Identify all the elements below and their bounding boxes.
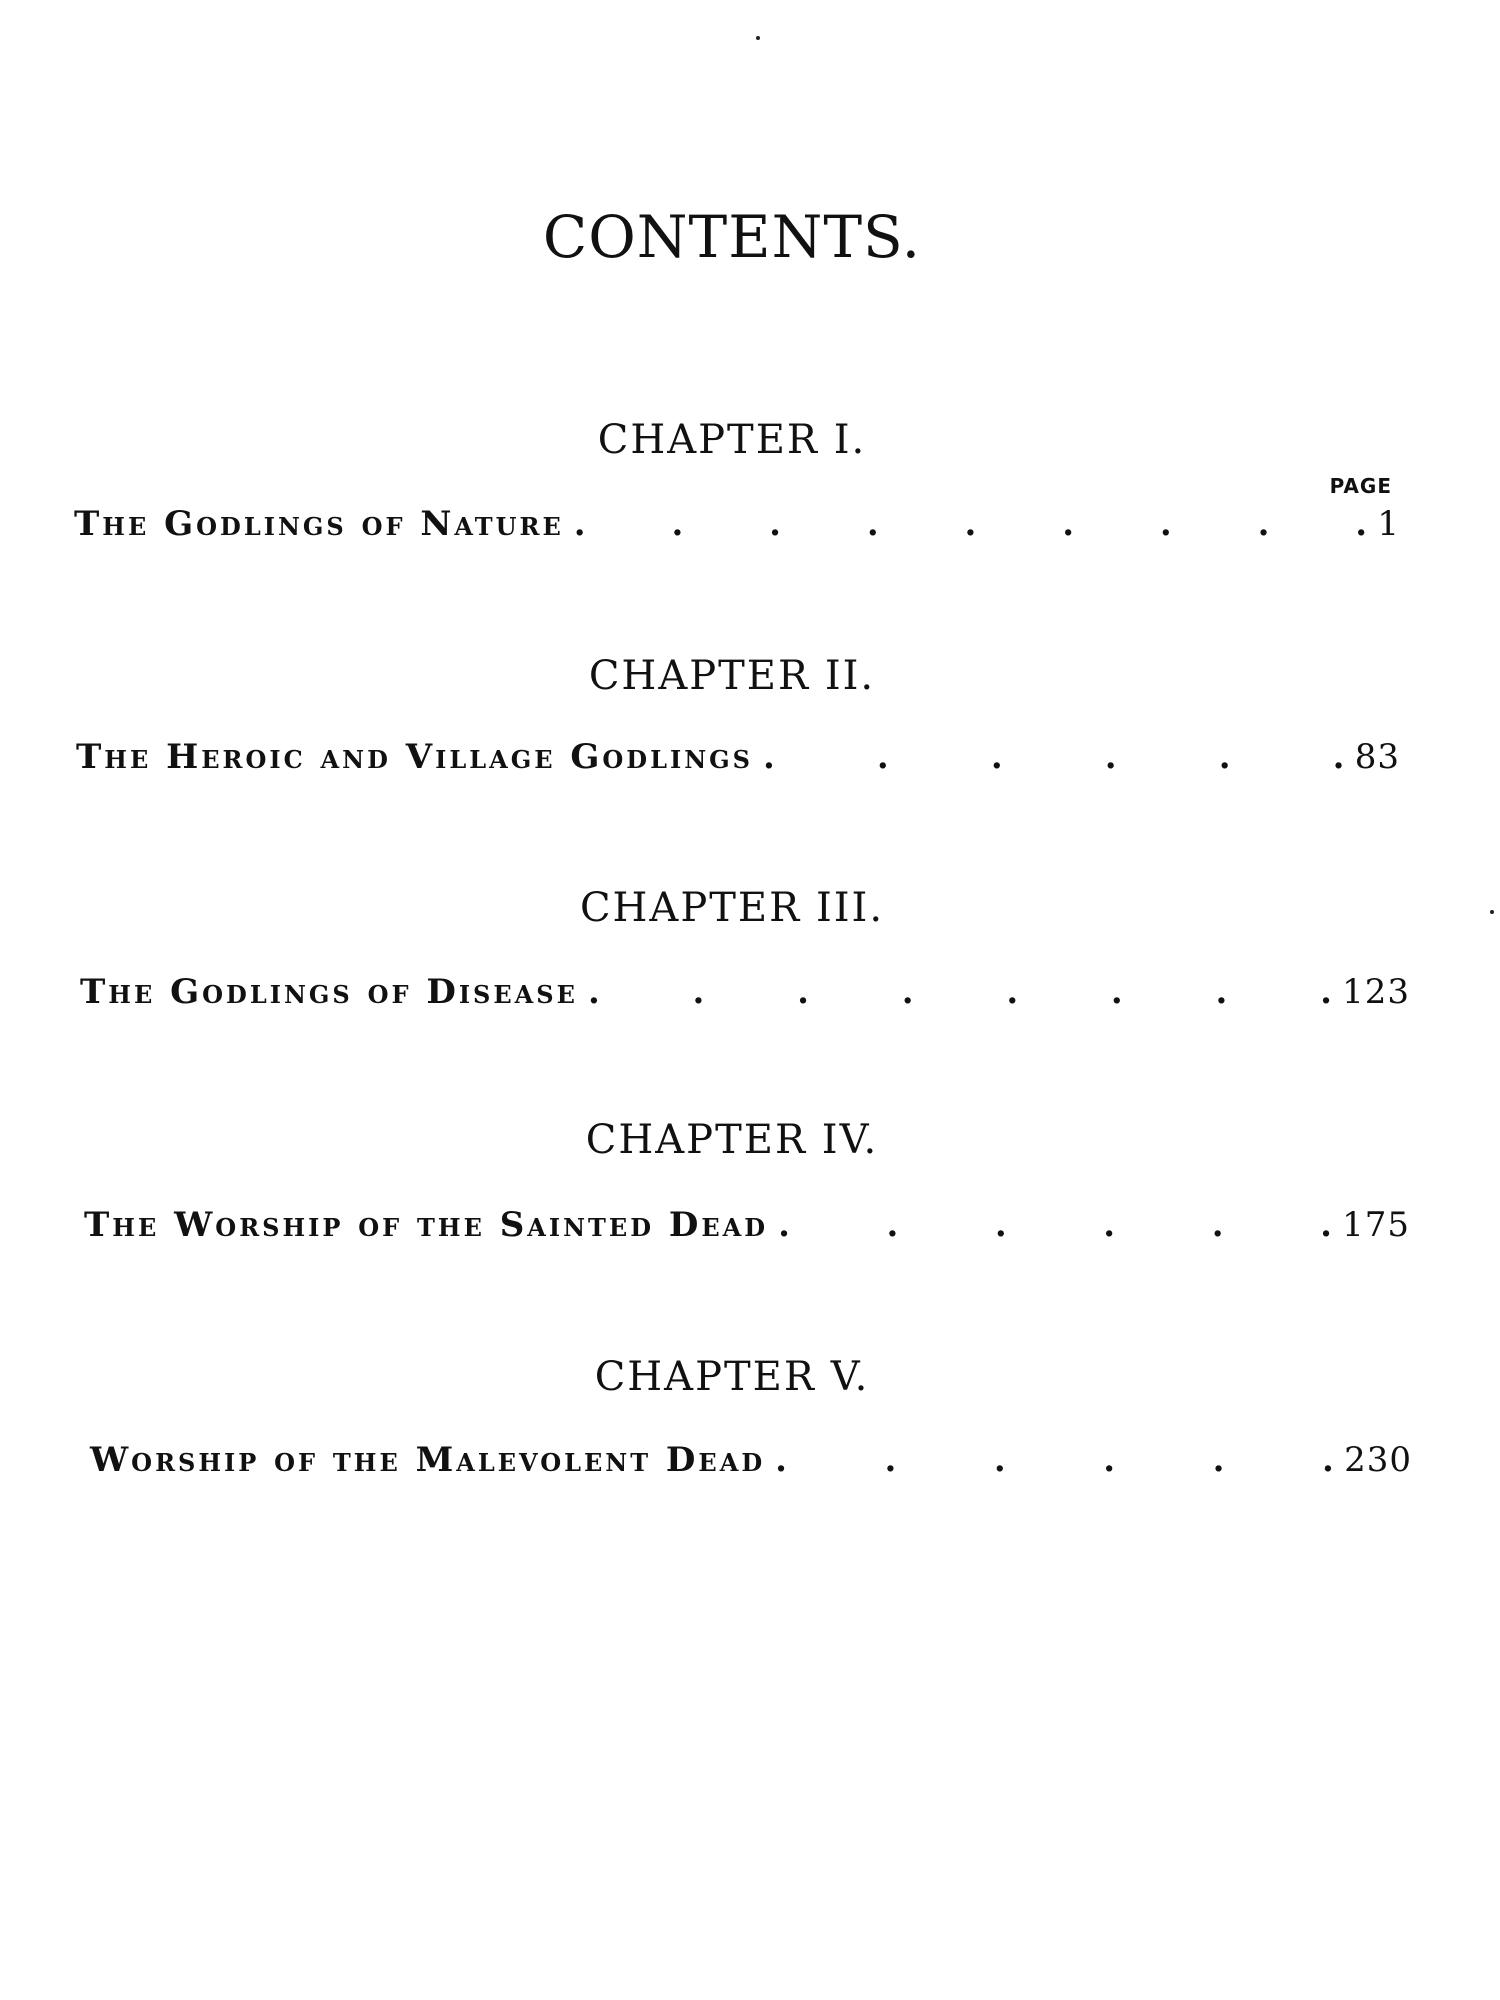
toc-entry-page-number: 83 [1354,737,1400,777]
toc-entry-2[interactable] [76,733,1400,781]
toc-entry-3[interactable] [80,968,1410,1016]
toc-entry-4[interactable] [84,1201,1410,1249]
toc-entry-title: Worship of the Malevolent Dead [90,1440,766,1480]
toc-entry-title: The Godlings of Disease [80,972,578,1012]
toc-entry-page-number: 1 [1377,504,1400,544]
chapter-heading-1: CHAPTER I. [597,417,867,463]
toc-entry-title: The Heroic and Village Godlings [76,737,753,777]
toc-entry-page-number: 230 [1344,1440,1412,1480]
dot-leader: . . . . . . [762,737,1345,777]
toc-entry-title: The Worship of the Sainted Dead [84,1205,769,1245]
toc-entry-1[interactable] [74,500,1400,548]
dot-leader: . . . . . . . . . [573,504,1368,544]
dot-leader: . . . . . . [778,1205,1332,1245]
print-speck [1490,910,1494,914]
print-speck [756,36,760,40]
toc-entry-page-number: 123 [1342,972,1410,1012]
chapter-heading-4: CHAPTER IV. [585,1117,879,1163]
page-title: CONTENTS. [542,203,922,271]
chapter-heading-2: CHAPTER II. [588,653,876,699]
chapter-heading-3: CHAPTER III. [579,885,885,931]
dot-leader: . . . . . . . . [587,972,1332,1012]
toc-entry-page-number: 175 [1342,1205,1410,1245]
chapter-heading-5: CHAPTER V. [594,1354,870,1400]
toc-entry-5[interactable] [90,1436,1412,1484]
toc-entry-title: The Godlings of Nature [74,504,564,544]
dot-leader: . . . . . . [775,1440,1334,1480]
page-column-heading: PAGE [1329,474,1392,498]
